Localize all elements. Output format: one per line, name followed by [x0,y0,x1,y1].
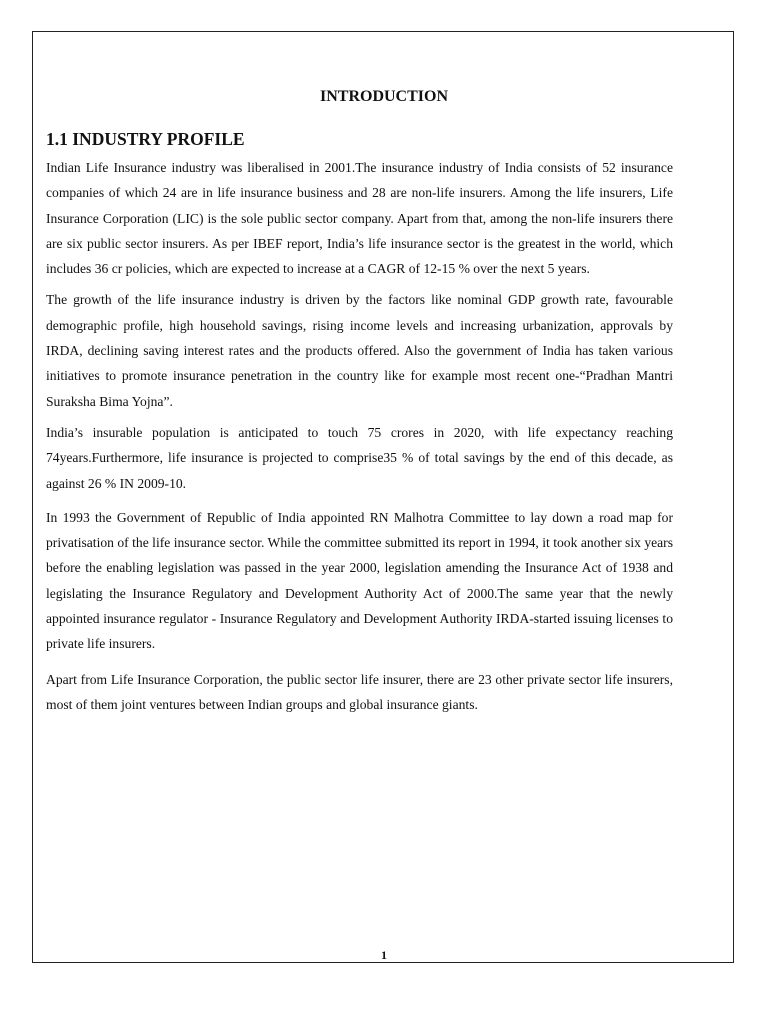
body-text [46,155,673,717]
page-title: INTRODUCTION [319,88,448,105]
paragraph-1: Indian Life Insurance industry was liberalised in 2001.The insurance industry of India consists of 52 insurance companies of which 24 are in life insurance business and 28 are non-life insurers. Among the life insurers, Life Insurance Corporation (LIC) is the sole public sector company. Apart from that, among the non-life insurers there are six public sector insurers. As per IBEF report, India’s life insurance sector is the greatest in the world, which includes 36 cr policies, which are expected to increase at a CAGR of 12-15 % over the next 5 years. [46,160,673,277]
paragraph-3: India’s insurable population is anticipated to touch 75 crores in 2020, with life expectancy reaching 74years.Furthermore, life insurance is projected to comprise35 % of total savings by the end of this decade, as against 26 % IN 2009-10. [46,424,673,491]
paragraph-5: Apart from Life Insurance Corporation, the public sector life insurer, there are 23 other private sector life insurers, most of them joint ventures between Indian groups and global insurance giants. [46,671,673,712]
section-heading: 1.1 INDUSTRY PROFILE [46,129,245,149]
paragraph-2: The growth of the life insurance industry is driven by the factors like nominal GDP growth rate, favourable demographic profile, high household savings, rising income levels and increasing urbanization, approvals by IRDA, declining saving interest rates and the products offered. Also the government of India has taken various initiatives to promote insurance penetration in the country like for example most recent one-“Pradhan Mantri Suraksha Bima Yojna”. [46,292,673,409]
page-number: 1 [381,948,387,962]
paragraph-4: In 1993 the Government of Republic of India appointed RN Malhotra Committee to lay down a road map for privatisation of the life insurance sector. While the committee submitted its report in 1994, it took another six years before the enabling legislation was passed in the year 2000, legislation amending the Insurance Act of 1938 and legislating the Insurance Regulatory and Development Authority Act of 2000.The same year that the newly appointed insurance regulator - Insurance Regulatory and Development Authority IRDA-started issuing licenses to private life insurers. [46,509,673,652]
